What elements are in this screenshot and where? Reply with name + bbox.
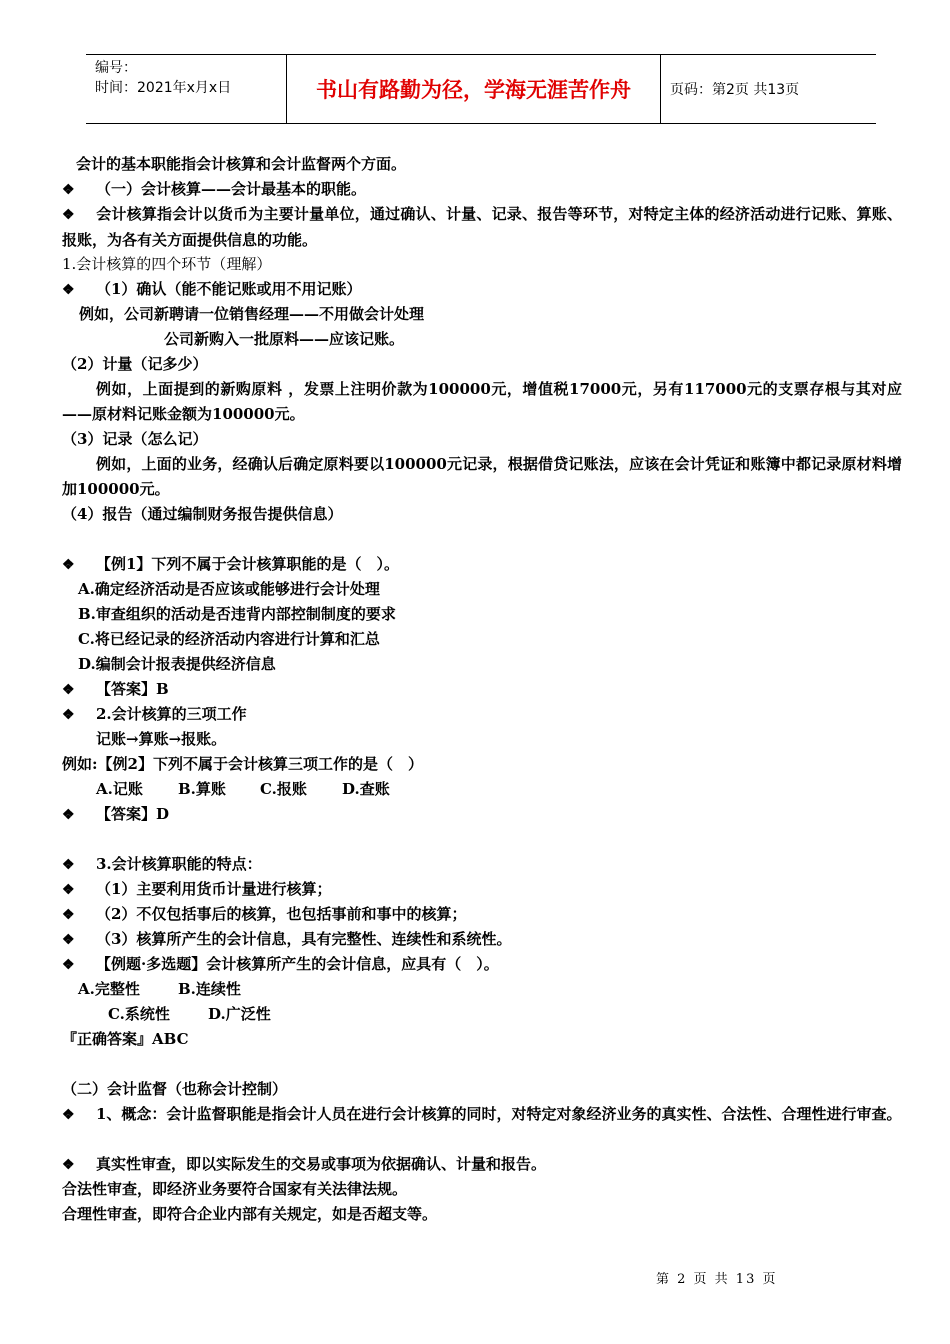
- bullet-icon: ❖: [62, 807, 75, 823]
- example-2-question: 例如:【例2】下列不属于会计核算三项工作的是（ ）: [62, 755, 423, 773]
- features-heading: ❖ 3.会计核算职能的特点：: [62, 852, 902, 877]
- bullet-icon: ❖: [62, 857, 75, 873]
- page-header: [86, 54, 876, 124]
- multi-choice-option-d: D.广泛性: [208, 1005, 271, 1023]
- multi-choice-option-c: C.系统性: [108, 1005, 170, 1023]
- multi-choice-answer: 『正确答案』ABC: [62, 1030, 189, 1048]
- bullet-icon: ❖: [62, 182, 75, 198]
- example-1-answer: ❖ 【答案】B: [62, 677, 902, 702]
- multi-choice-option-a: A.完整性: [78, 980, 140, 998]
- example-2-option-b: B.算账: [178, 780, 226, 798]
- section-accounting-core: ❖ （一）会计核算——会计最基本的职能。: [62, 177, 902, 202]
- example-1-question: ❖ 【例1】下列不属于会计核算职能的是（ ）。: [62, 552, 902, 577]
- time-label: 时间：2021年x月x日: [95, 80, 232, 96]
- example-1-option-b: B.审查组织的活动是否违背内部控制制度的要求: [78, 605, 396, 623]
- step-record: （3）记录（怎么记）: [62, 430, 208, 448]
- section-supervision: （二）会计监督（也称会计控制）: [62, 1080, 288, 1098]
- number-label: 编号：: [95, 60, 137, 76]
- bullet-icon: ❖: [62, 557, 75, 573]
- confirm-example-1: 例如，公司新聘请一位销售经理——不用做会计处理: [79, 305, 425, 323]
- bullet-icon: ❖: [62, 907, 75, 923]
- multi-choice-options-1: [62, 977, 902, 1002]
- four-steps-heading: 1.会计核算的四个环节（理解）: [62, 255, 272, 273]
- three-tasks-flow: 记账→算账→报账。: [96, 730, 227, 748]
- accounting-core-definition: ❖ 会计核算指会计以货币为主要计量单位，通过确认、计量、记录、报告等环节，对特定主体的经济活动进行记账、算账、报账，为各有关方面提供信息的功能。: [62, 205, 902, 249]
- step-measure: （2）计量（记多少）: [62, 355, 208, 373]
- document-body: [62, 152, 902, 1227]
- example-2-option-a: A.记账: [96, 780, 143, 798]
- bullet-icon: ❖: [62, 282, 75, 298]
- multi-choice-options-2: [62, 1002, 902, 1027]
- example-1-option-a: A.确定经济活动是否应该或能够进行会计处理: [78, 580, 380, 598]
- feature-2: ❖ （2）不仅包括事后的核算，也包括事前和事中的核算；: [62, 902, 902, 927]
- example-2-options: [62, 777, 902, 802]
- legality-review: 合法性审查，即经济业务要符合国家有关法律法规。: [62, 1180, 408, 1198]
- example-2-option-c: C.报账: [260, 780, 307, 798]
- rationality-review: 合理性审查，即符合企业内部有关规定，如是否超支等。: [62, 1205, 438, 1223]
- supervision-concept: ❖ 1、概念：会计监督职能是指会计人员在进行会计核算的同时，对特定对象经济业务的真实性、合法性、合理性进行审查。: [62, 1102, 902, 1152]
- page-footer: 第 2 页 共 13 页: [656, 1272, 778, 1287]
- bullet-icon: ❖: [62, 882, 75, 898]
- bullet-icon: ❖: [62, 1157, 75, 1173]
- feature-1: ❖ （1）主要利用货币计量进行核算；: [62, 877, 902, 902]
- intro-line: 会计的基本职能指会计核算和会计监督两个方面。: [76, 155, 407, 173]
- authenticity-review: ❖ 真实性审查，即以实际发生的交易或事项为依据确认、计量和报告。: [62, 1152, 902, 1177]
- header-meta: [86, 55, 287, 123]
- header-motto: 书山有路勤为径，学海无涯苦作舟: [287, 55, 661, 123]
- bullet-icon: ❖: [62, 932, 75, 948]
- bullet-icon: ❖: [62, 682, 75, 698]
- example-2-option-d: D.查账: [342, 780, 390, 798]
- step-confirm: ❖ （1）确认（能不能记账或用不用记账）: [62, 277, 902, 302]
- bullet-icon: ❖: [62, 207, 75, 223]
- record-example: 例如，上面的业务，经确认后确定原料要以100000元记录，根据借贷记账法，应该在会计凭证和账簿中都记录原材料增加100000元。: [62, 455, 902, 498]
- example-2-answer: ❖ 【答案】D: [62, 802, 902, 827]
- multi-choice-question: ❖ 【例题·多选题】会计核算所产生的会计信息，应具有（ ）。: [62, 952, 902, 977]
- three-tasks-heading: ❖ 2.会计核算的三项工作: [62, 702, 902, 727]
- confirm-example-2: 公司新购入一批原料——应该记账。: [164, 330, 405, 348]
- bullet-icon: ❖: [62, 1107, 75, 1123]
- header-page-info: 页码：第2页 共13页: [670, 82, 800, 98]
- bullet-icon: ❖: [62, 957, 75, 973]
- measure-example: 例如，上面提到的新购原料 ，发票上注明价款为100000元，增值税17000元，另有117000元的支票存根与其对应——原材料记账金额为100000元。: [62, 380, 902, 423]
- multi-choice-option-b: B.连续性: [178, 980, 241, 998]
- step-report: （4）报告（通过编制财务报告提供信息）: [62, 505, 343, 523]
- feature-3: ❖ （3）核算所产生的会计信息，具有完整性、连续性和系统性。: [62, 927, 902, 952]
- example-1-option-c: C.将已经记录的经济活动内容进行计算和汇总: [78, 630, 380, 648]
- bullet-icon: ❖: [62, 707, 75, 723]
- example-1-option-d: D.编制会计报表提供经济信息: [78, 655, 276, 673]
